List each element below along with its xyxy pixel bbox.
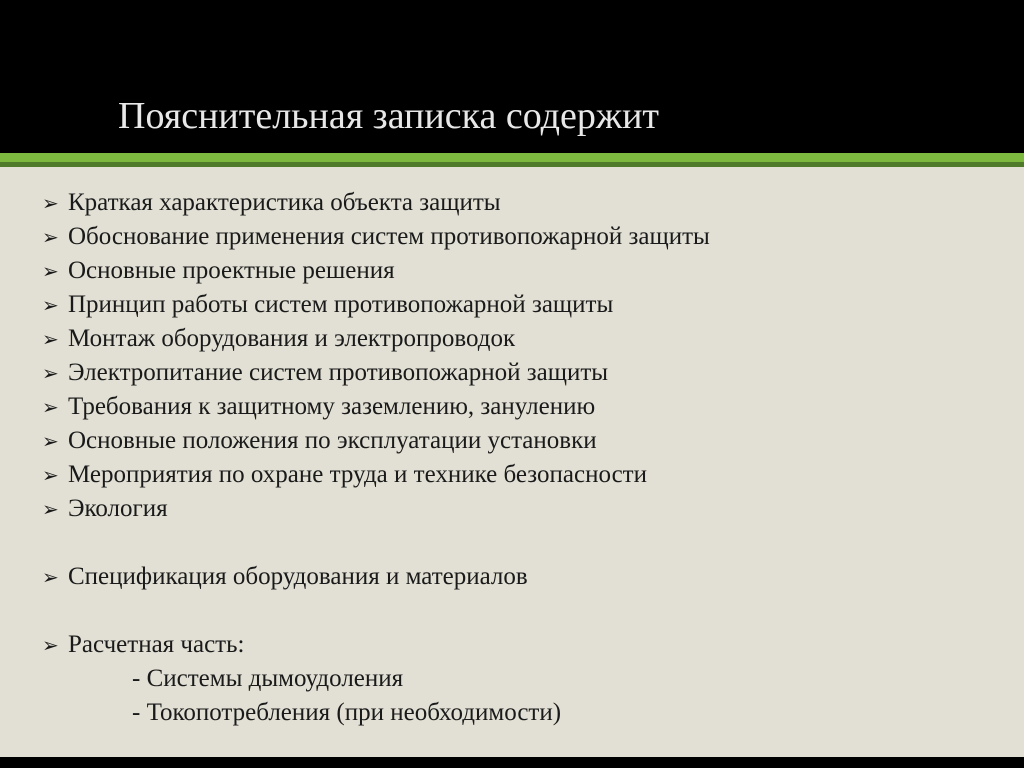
arrow-bullet-icon: ➢	[42, 327, 59, 351]
list-item-text: Спецификация оборудования и материалов	[68, 563, 528, 590]
arrow-bullet-icon: ➢	[42, 361, 59, 385]
arrow-bullet-icon: ➢	[42, 497, 59, 521]
list-item	[42, 356, 710, 390]
list-item	[42, 560, 710, 594]
list-item	[42, 288, 710, 322]
sub-list-item	[42, 696, 710, 730]
arrow-bullet-icon: ➢	[42, 191, 59, 215]
list-item	[42, 186, 710, 220]
arrow-bullet-icon: ➢	[42, 225, 59, 249]
list-item	[42, 322, 710, 356]
list-item-text: Мероприятия по охране труда и технике безопасности	[68, 461, 647, 488]
slide-title: Пояснительная записка содержит	[118, 95, 660, 137]
arrow-bullet-icon: ➢	[42, 293, 59, 317]
list-item	[42, 458, 710, 492]
list-item	[42, 390, 710, 424]
list-item-text: Краткая характеристика объекта защиты	[68, 189, 501, 216]
arrow-bullet-icon: ➢	[42, 429, 59, 453]
arrow-bullet-icon: ➢	[42, 565, 59, 589]
list-item-text: Расчетная часть:	[68, 631, 245, 658]
list-item-text: Экология	[68, 495, 168, 522]
list-item-text: Основные положения по эксплуатации установки	[68, 427, 597, 454]
arrow-bullet-icon: ➢	[42, 259, 59, 283]
arrow-bullet-icon: ➢	[42, 463, 59, 487]
list-item	[42, 628, 710, 662]
bottom-strip	[0, 757, 1024, 768]
arrow-bullet-icon: ➢	[42, 633, 59, 657]
sub-list-item-text: - Токопотребления (при необходимости)	[132, 699, 562, 726]
list-item-text: Требования к защитному заземлению, занулению	[68, 393, 596, 420]
list-item-text: Принцип работы систем противопожарной защиты	[68, 291, 614, 318]
slide-header	[0, 0, 1024, 153]
list-item	[42, 424, 710, 458]
list-item-text: Электропитание систем противопожарной защиты	[68, 359, 609, 386]
list-item	[42, 492, 710, 526]
sub-list-item	[42, 662, 710, 696]
content-list	[42, 186, 710, 730]
sub-list-item-text: - Системы дымоудоления	[132, 665, 404, 692]
accent-bar	[0, 153, 1024, 162]
list-item-text: Обоснование применения систем противопожарной защиты	[68, 223, 710, 250]
arrow-bullet-icon: ➢	[42, 395, 59, 419]
list-item	[42, 254, 710, 288]
list-item	[42, 220, 710, 254]
list-item-text: Основные проектные решения	[68, 257, 395, 284]
list-item-text: Монтаж оборудования и электропроводок	[68, 325, 516, 352]
